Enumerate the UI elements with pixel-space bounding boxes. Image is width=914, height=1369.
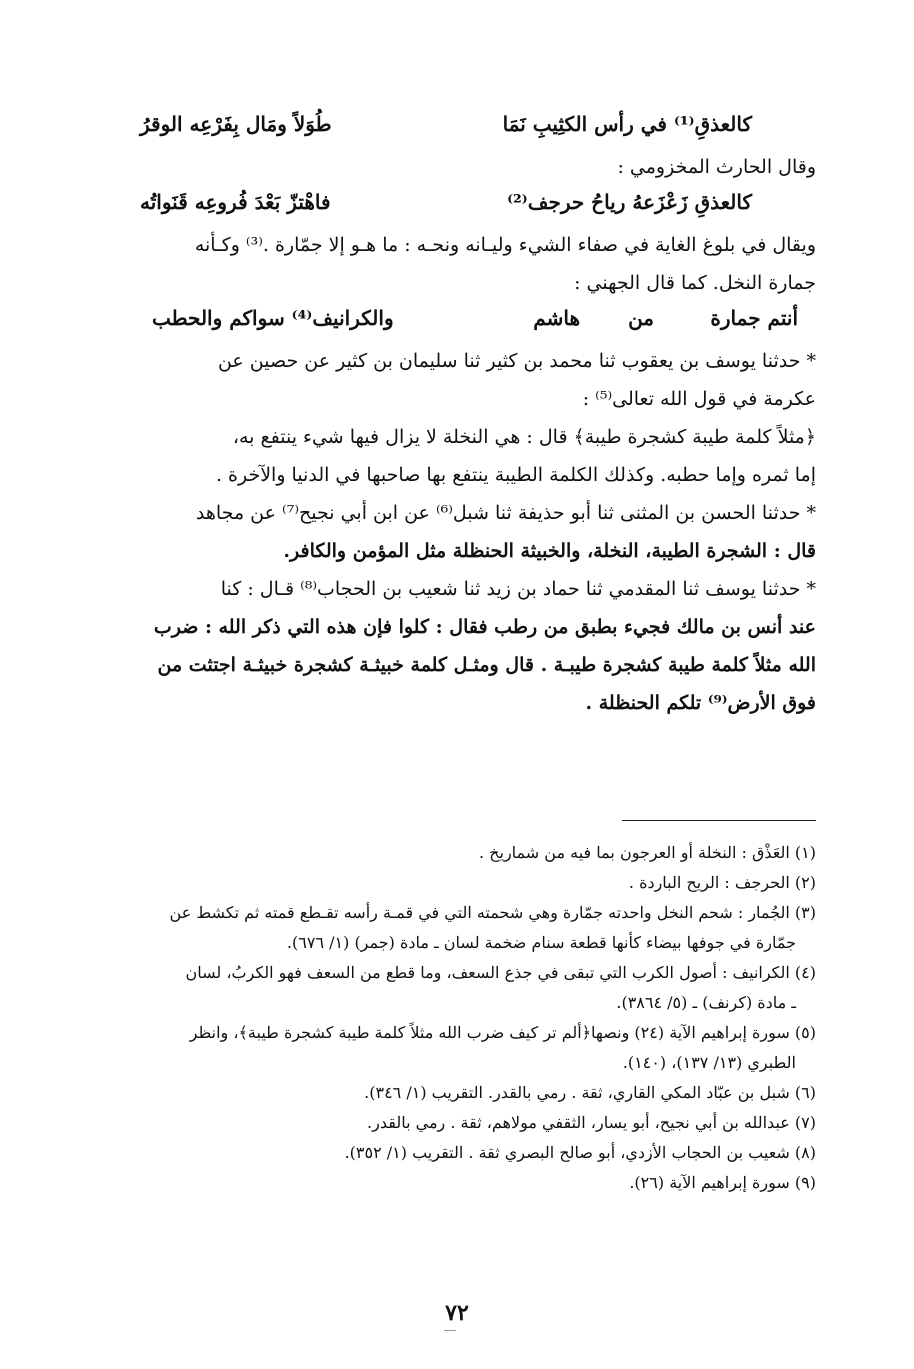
- footnotes: [70, 838, 816, 1198]
- verse-2: [70, 186, 816, 226]
- para-3-line-2: قال : الشجرة الطيبة، النخلة، والخبيثة الحنظلة مثل المؤمن والكافر.: [283, 540, 816, 562]
- footnote-9: (٩) سورة إبراهيم الآية (٢٦).: [629, 1173, 816, 1192]
- verse-3-w4: والكرانيف⁽⁴⁾ سواكم والحطب: [152, 306, 394, 330]
- para-4-line-2: عند أنس بن مالك فجيء بطبق من رطب فقال : كلوا فإن هذه التي ذكر الله : ضرب: [153, 616, 816, 638]
- page-number: ٧٢: [445, 1300, 469, 1326]
- para-4-line-4: فوق الأرض⁽⁹⁾ تلكم الحنظلة .: [585, 692, 816, 714]
- footnote-4: (٤) الكرانيف : أصول الكرب التي تبقى في جذع السعف، وما قطع من السعف فهو الكربُ، لسان: [185, 963, 816, 982]
- verse-1: [70, 108, 816, 148]
- footnote-1: (١) العَذْق : النخلة أو العرجون بما فيه من شماريخ .: [479, 843, 816, 862]
- para-1-line-1: ويقال في بلوغ الغاية في صفاء الشيء وليـانه ونحـه : ما هـو إلا جمّارة .⁽³⁾ وكـأنه: [194, 234, 816, 256]
- footnote-2: (٢) الحرجف : الريح الباردة .: [628, 873, 816, 892]
- footnote-3: (٣) الجُمار : شحم النخل واحدته جمّارة وهي شحمته التي في قمـة رأسه تقـطع قمته ثم تكشط عن: [169, 903, 816, 922]
- verse-3-w3: هاشم: [533, 306, 580, 330]
- footnote-5-cont: الطبري (١٣/ ١٣٧)، (١٤٠).: [622, 1053, 796, 1072]
- para-3-line-1: * حدثنا الحسن بن المثنى ثنا أبو حذيفة ثنا شبل⁽⁶⁾ عن ابن أبي نجيح⁽⁷⁾ عن مجاهد: [195, 502, 816, 524]
- footnote-8: (٨) شعيب بن الحجاب الأزدي، أبو صالح البصري ثقة . التقريب (١/ ٣٥٢).: [344, 1143, 816, 1162]
- para-4-line-1: * حدثنا يوسف ثنا المقدمي ثنا حماد بن زيد ثنا شعيب بن الحجاب⁽⁸⁾ قـال : كنا: [220, 578, 816, 600]
- harith-line: وقال الحارث المخزومي :: [617, 156, 816, 178]
- verse-2-right: كالعذقِ زَعْزَعهُ رياحُ حرجف⁽²⁾: [507, 190, 752, 214]
- footnote-3-cont: جمّارة في جوفها بيضاء كأنها قطعة سنام ضخمة لسان ـ مادة (جمر) (١/ ٦٧٦).: [286, 933, 796, 952]
- para-2-line-3: ﴿مثلاً كلمة طيبة كشجرة طيبة﴾ قال : هي النخلة لا يزال فيها شيء ينتفع به،: [232, 426, 816, 448]
- verse-3: [70, 302, 816, 342]
- verse-1-left: طُوَلاً ومَال بِفَرْعِه الوقرُ: [140, 112, 332, 136]
- para-2-line-4: إما ثمره وإما حطبه. وكذلك الكلمة الطيبة ينتفع بها صاحبها في الدنيا والآخرة .: [215, 464, 816, 486]
- verse-3-w1: أنتم جمارة: [710, 306, 798, 330]
- main-text: [70, 108, 816, 722]
- para-2-line-1: * حدثنا يوسف بن يعقوب ثنا محمد بن كثير ثنا سليمان بن كثير عن حصين عن: [217, 350, 816, 372]
- para-4-line-3: الله مثلاً كلمة طيبة كشجرة طيبـة . قال ومثـل كلمة خبيثـة كشجرة خبيثـة اجتثت من: [157, 654, 816, 676]
- para-2-line-2: عكرمة في قول الله تعالى⁽⁵⁾ :: [582, 388, 816, 410]
- footnote-divider: [622, 820, 816, 821]
- verse-3-w2: من: [628, 306, 654, 330]
- para-1-line-2: جمارة النخل. كما قال الجهني :: [574, 272, 816, 294]
- footnote-5: (٥) سورة إبراهيم الآية (٢٤) ونصها﴿ألم تر كيف ضرب الله مثلاً كلمة طيبة كشجرة طيبة﴾، وانظر: [189, 1023, 816, 1042]
- verse-2-left: فاهْتزّ بَعْدَ فُروعِه قَنَواتُه: [140, 190, 331, 214]
- footnote-4-cont: ـ مادة (كرنف) ـ (٥/ ٣٨٦٤).: [616, 993, 796, 1012]
- footnote-6: (٦) شبل بن عبّاد المكي القاري، ثقة . رمي بالقدر. التقريب (١/ ٣٤٦).: [364, 1083, 816, 1102]
- verse-1-right: كالعذقِ⁽¹⁾ في رأس الكثِيبِ نَمَا: [502, 112, 752, 136]
- footnote-7: (٧) عبدالله بن أبي نجيح، أبو يسار، الثقفي مولاهم، ثقة . رمي بالقدر.: [367, 1113, 816, 1132]
- bottom-mark: [444, 1330, 456, 1331]
